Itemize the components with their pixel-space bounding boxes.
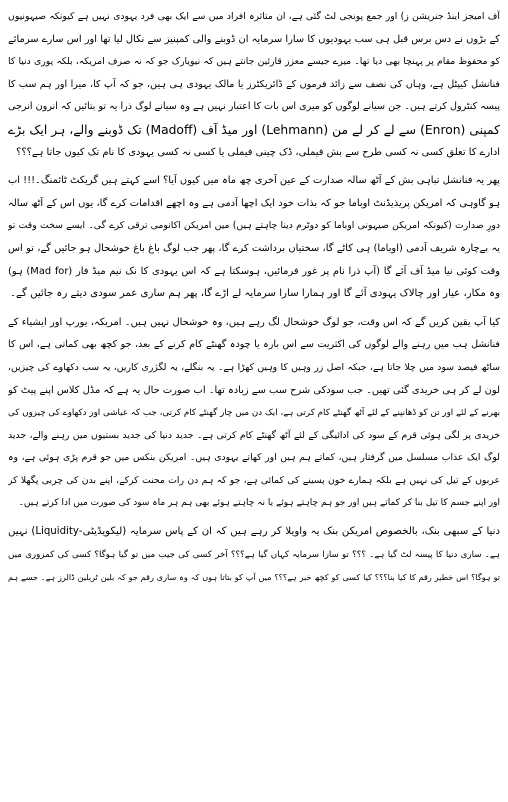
text-line: کے بڑوں نے دس برس قبل ہی سب یہودیوں کا سارا سرمایہ ان ڈوبنے والی کمپنیز سے نکال لیا تھا اور اس سارے سرمائے [8,33,500,45]
text-line: وہ مکار، عیار اور چالاک یہودی آئے گا اور ہمارا سارا سرمایہ لے اڑے گا، پھر ہم ساری عمر سودی دیتے رہ جائیں گے۔ [10,288,500,300]
text-line: کو محفوظ مقام پر پہنچا بھی دیا تھا۔ میرے جیسے معزز قارئین جانتے ہیں کہ نیویارک جو کہ نہ صرف امریکہ، بلکہ پوری دنیا کا [8,56,500,68]
text-line: ہو گاوہی کہ امریکن پریذیڈنٹ اوباما جو کہ بذات خود ایک اچھا آدمی ہے وہ اچھے اقدامات کرے گا، یوں اس کے آٹھ سالہ [8,197,500,209]
text-line: لوگ ایک عذاب مسلسل میں گرفتار ہیں، کماتے ہم ہیں اور کھاتے یہودی ہیں۔ امریکن بنکس میں جو قرم پڑی ہوئی ہے، وہ [8,452,500,464]
text-line: لون لے کر ہی خریدی گئی تھیں۔ جب سودکی شرح سب سے زیادہ تھا۔ اب صورت حال یہ ہے کہ مڈل کلاس اپنے پیٹ کو [8,384,500,396]
text-line: فنانشل ہب میں رہنے والے لوگوں کی اکثریت سے اس بارہ یا چودہ گھنٹے کام کرنے کے بعد، جو کچھ بھی کماتی ہے، اس کا [8,339,500,351]
text-line: ساٹھ فیصد سود میں چلا جاتا ہے، جبکہ اصل زر وہیں کا وہیں کھڑا ہے۔ یہ بنگلے، یہ لگژری کاریں، یہ سب دکھاوے کی چیزیں، [8,361,500,373]
text-line: یہ بےچارہ شریف آدمی (اوباما) ہی کاٹے گا، سختیاں برداشت کرے گا، پھر جب لوگ باغ باغ خوشحال ہو جائیں گے، تو اس [8,242,500,254]
text-line: خریدی پر لگی ہوئی قرم کے سود کی ادائیگی کے لئے آٹھ گھنٹے کام کرتی ہے۔ جدید دنیا کی جدید بستیوں میں رہنے والے، جدید [8,429,500,441]
paragraph-4 [8,521,500,589]
text-line: ہے۔ ساری دنیا کا پیسہ لٹ گیا ہے۔ ؟؟؟ تو سارا سرمایہ کہاں گیا ہے؟؟؟ آخر کسی کی جیب میں تو گیا ہوگا؟ کسی کی کمزوری میں [8,549,500,560]
text-line: عربوں کے تیل کی نہیں ہے بلکہ ہمارے خون پسینے کی کمائی ہے، جو کہ ہم دن رات محنت کرکے، اپنے بدن کی چربی پگھلا کر [8,474,500,486]
text-line: بھرنے کے لئے اور تن کو ڈھانپنے کے لئے آٹھ گھنٹے کام کرتی ہے، ایک دن میں چار گھنٹے کام کرتی، جب کہ عیاشی اور دکھاوے کی چیزوں کی [8,408,500,419]
text-line: تو ہوگا؟ اس خطیر رقم کا کیا بنا؟؟؟ کیا کسی کو کچھ خبر ہے؟؟؟ میں آپ کو بتاتا ہوں کہ وہ ساری رقم جو کہ بلین ٹریلین ڈالرز ہے۔ جسے ہم [8,572,500,583]
text-line: ادارے کا تعلق کسی نہ کسی طرح سے بش فیملی، ڈک چینی فیملی یا کسی نہ کسی یہودی کا نام تک کیوں جاتا ہے؟؟؟ [16,146,500,158]
text-line: دنیا کے سبھی بنک، بالخصوص امریکن بنک یہ واویلا کر رہے ہیں کہ ان کے پاس سرمایہ (لیکویڈیٹی-Liquidity) نہیں [8,526,500,538]
text-line: فنانشل کیپٹل ہے، وہاں کی نصف سے زائد فرموں کے ڈائریکٹرز یا مالک یہودی ہی ہیں، جو کہ آپ کا، میرا اور ہم سب کا [8,78,500,90]
paragraph-1 [8,6,500,164]
text-line: کمپنی (Enron) سے لے کر لے من (Lehmann) اور میڈ آف (Madoff) تک ڈوبنے والے، ہر ایک بڑے [8,122,500,137]
text-line: وقت کوئی نیا میڈ آف آئے گا (آپ ذرا نام پر غور فرمائیں، ہوسکتا ہے کہ اس یہودی کا نک نیم میڈ فار (Mad for) ہو) [8,265,500,277]
text-line: پیسہ کنٹرول کرتے ہیں۔ جن سیانے لوگوں کو میری اس بات کا اعتبار نہیں ہے وہ سیانے لوگ ذرا یہ تو بتائیں کہ انرون انرجی [8,101,500,113]
paragraph-3 [8,312,500,515]
paragraph-2 [8,170,500,306]
text-line: اور اپنے جسم کا تیل بنا کر کماتے ہیں اور جو ہم چاہتے ہوئے یا نہ چاہتے ہوئے بھی ہم ہر ماہ سود کی صورت میں ادا کرتے ہیں۔ [18,498,500,509]
text-line: آف امیجز اینڈ جنریشن ز) اور جمع پونجی لٹ گئی ہے، ان متاثرہ افراد میں سے ایک بھی فرد یہودی نہیں ہے کیونکہ صیہونیوں [8,11,500,22]
text-line: پھر یہ فنانشل تباہی بش کے آٹھ سالہ صدارت کے عین آخری چھ ماہ میں کیوں آیا؟ اسے کہتے ہیں گریکٹ ٹائمنگ۔!!! اب [8,175,500,187]
text-line: دورِ صدارت (کیونکہ امریکن صیہونی اوباما کو دوٹرم دینا چاہتے ہیں) میں امریکن اکانومی ترقی کرے گی۔ ایسے سخت وقت تو [8,220,500,232]
text-line: کیا آپ یقین کریں گے کہ اس وقت، جو لوگ خوشحال لگ رہے ہیں، وہ خوشحال نہیں ہیں۔ امریکہ، یورپ اور ایشیاء کے [8,316,500,328]
